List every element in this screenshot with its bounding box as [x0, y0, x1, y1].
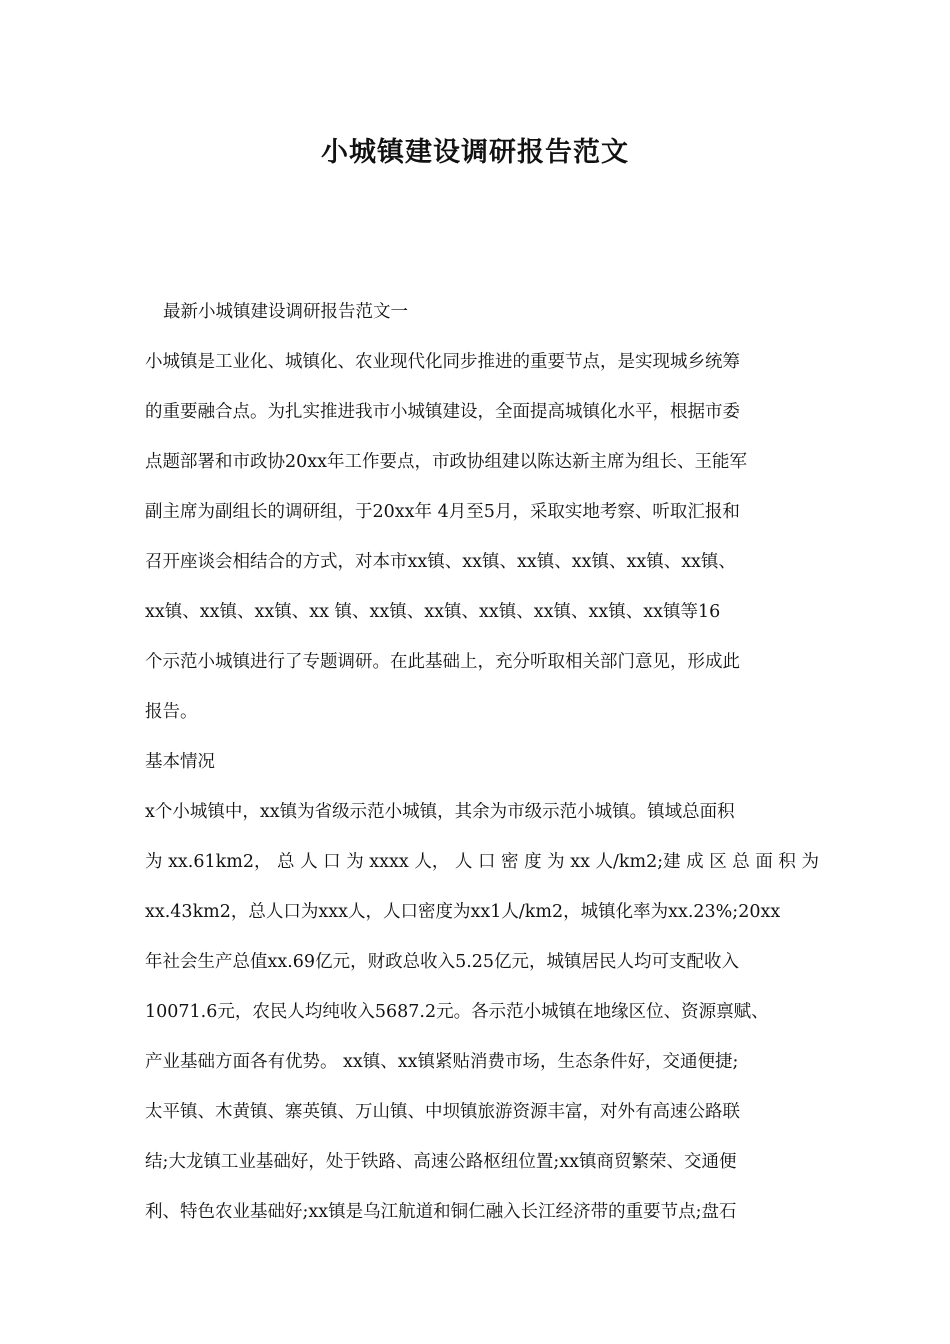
section-heading: [145, 737, 820, 787]
subtitle-line: 最新小城镇建设调研报告范文一: [163, 302, 408, 322]
section-heading-text: 基本情况: [145, 752, 215, 772]
paragraph-line: 副主席为副组长的调研组，于20xx年 4月至5月，采取实地考察、听取汇报和: [145, 502, 740, 522]
paragraph-line: 太平镇、木黄镇、寨英镇、万山镇、中坝镇旅游资源丰富，对外有高速公路联: [145, 1102, 740, 1122]
paragraph-line: 10071.6元，农民人均纯收入5687.2元。各示范小城镇在地缘区位、资源禀赋、: [145, 1002, 769, 1022]
paragraph-line: 为 xx.61km2， 总 人 口 为 xxxx 人， 人 口 密 度 为 xx 人/km2;建 成 区 总 面 积 为: [145, 852, 819, 872]
paragraph-line: 年社会生产总值xx.69亿元，财政总收入5.25亿元，城镇居民人均可支配收入: [145, 952, 740, 972]
paragraph-line: 点题部署和市政协20xx年工作要点，市政协组建以陈达新主席为组长、王能军: [145, 452, 748, 472]
paragraph-line: xx.43km2，总人口为xxx人，人口密度为xx1人/km2，城镇化率为xx.23%;20xx: [145, 902, 781, 922]
paragraph-line: 结;大龙镇工业基础好，处于铁路、高速公路枢纽位置;xx镇商贸繁荣、交通便: [145, 1152, 737, 1172]
document-body: [145, 287, 820, 1237]
document-subtitle: [145, 287, 820, 337]
paragraph-line: 报告。: [145, 702, 198, 722]
paragraph-line: 产业基础方面各有优势。 xx镇、xx镇紧贴消费市场，生态条件好，交通便捷;: [145, 1052, 739, 1072]
paragraph-line: 利、特色农业基础好;xx镇是乌江航道和铜仁融入长江经济带的重要节点;盘石: [145, 1202, 737, 1222]
paragraph-line: 小城镇是工业化、城镇化、农业现代化同步推进的重要节点，是实现城乡统筹: [145, 352, 740, 372]
paragraph-intro: [145, 337, 820, 737]
paragraph-basic-info: [145, 787, 820, 1237]
paragraph-line: xx镇、xx镇、xx镇、xx 镇、xx镇、xx镇、xx镇、xx镇、xx镇、xx镇等16: [145, 602, 721, 622]
document-title: 小城镇建设调研报告范文: [321, 137, 629, 168]
paragraph-line: 个示范小城镇进行了专题调研。在此基础上，充分听取相关部门意见，形成此: [145, 652, 740, 672]
paragraph-line: x个小城镇中，xx镇为省级示范小城镇，其余为市级示范小城镇。镇域总面积: [145, 802, 735, 822]
paragraph-line: 的重要融合点。为扎实推进我市小城镇建设，全面提高城镇化水平，根据市委: [145, 402, 740, 422]
paragraph-line: 召开座谈会相结合的方式，对本市xx镇、xx镇、xx镇、xx镇、xx镇、xx镇、: [145, 552, 736, 572]
